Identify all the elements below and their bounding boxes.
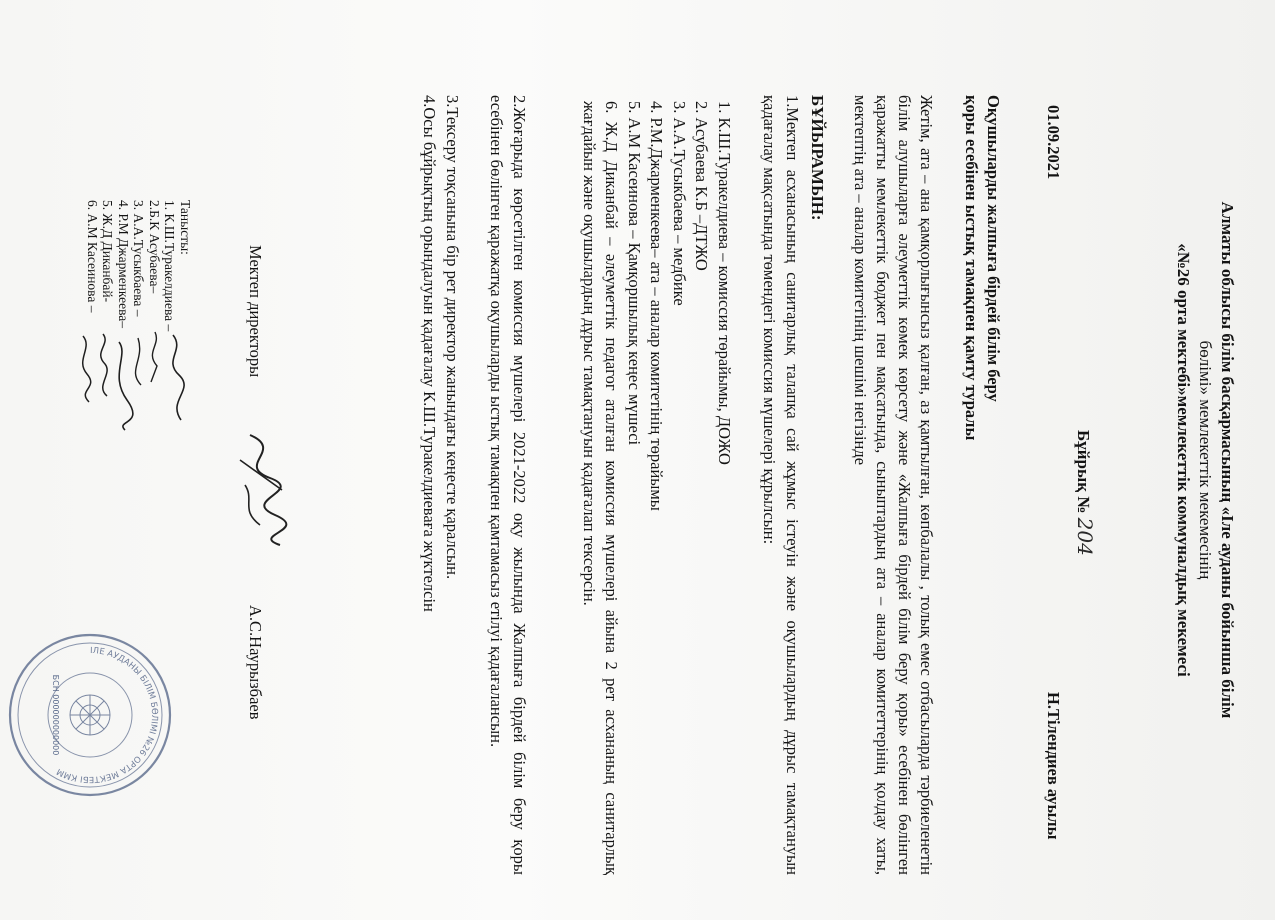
acquainted-name: 2.Б.К Асубаева– [147,200,162,294]
commission-list [578,95,736,875]
order-item-1: 1.Мектеп асханасының санитарлық талапқа сай жұмыс істеуін және оқушылардың дұрыс тамақтануын қадағалау мақсатында төмендегі комиссия мүшелері құрылсын: [760,95,802,875]
order-date: 01.09.2021 [1044,105,1063,180]
director-title: Мектеп директоры [246,245,265,378]
acquainted-block [85,200,194,331]
commission-member: 4. Р.М.Джарменкеева– ата – аналар комитетінің төрайымы [647,101,667,511]
commission-member: 6. Ж.Д Диканбай – әлеуметтік педагог аталған комиссия мүшелері айына 2 рет асхананың санитарлық жағдайын және оқушылардың дұрыс тамақтануын қадағалап тексерсін. [580,101,622,875]
order-item-2: 2.Жоғарыда көрсетілген комиссия мүшелері 2021-2022 оқу жылында Жалпыға бірдей білім беру қоры есебінен бөлінген қаражатқа оқушыларды ыстық тамақпен қамтамасыз етілуі қадағалансын. [487,95,529,875]
commission-member: 3. А.А.Тусыкбаева – медбике [670,101,689,306]
order-item-3: 3.Тексеру тоқсанына бір рет директор жанындағы кеңесте қаралсын. [443,95,462,580]
order-number-handwritten: 204 [1073,517,1097,556]
order-label-text: Бұйрық № [1074,430,1093,514]
commission-member: 5. А.М Касеинова – Қамқоршылық кеңес мүшесі [625,101,644,446]
order-place: Н.Тілендиев ауылы [1044,692,1063,840]
director-signature [230,430,290,550]
header-line-2: бөлімі» мемлекеттік мекемесінің [1196,340,1215,580]
order-label [1073,430,1097,556]
stamp-emblem-icon [70,695,110,735]
commission-member: 1. К.Ш.Туракелдиева – комиссия төрайымы, ДОЖО [715,101,734,465]
header-line-1: Алматы облысы білім басқармасының «Іле ауданы бойынша білім [1218,201,1237,719]
director-name: А.С.Наурызбаев [246,605,265,720]
acquainted-name: 6. А.М Касеинова – [85,200,100,313]
stamp-bin: БСН 000000000000 [51,674,60,756]
acquainted-title: Танысты: [178,200,193,255]
acquainted-name: 1. К.Ш.Туракелдиева – [162,200,178,332]
acquainted-name: 3. А.А.Тусыкбаева – [131,200,147,317]
acquainted-name: 4. Р.М Джарменкеева– [116,200,131,329]
official-stamp [5,630,175,800]
acquainted-name: 5. Ж.Д Диканбай- [100,200,116,303]
subject-line-2: қоры есебінен ыстық тамақпен қамту туралы [962,95,981,441]
acquainted-signatures [65,330,185,440]
stamp-ring-text: ІЛЕ АУДАНЫ БІЛІМ БӨЛІМІ №26 ОРТА МЕКТЕБІ КММ [55,645,160,785]
orders-heading: БҰЙЫРАМЫН: [808,95,827,221]
order-item-4: 4.Осы бұйрықтың орындалуын қадағалау К.Ш.Туракелдиеваға жүктелсін [420,95,439,612]
subject-line-1: Оқушыларды жалпыға бірдей білім беру [984,95,1003,402]
commission-member: 2. Асубаева К.Б –ДТЖО [692,101,712,271]
header-line-3: «№26 орта мектебі»мемлекеттік коммуналдық мекемесі [1174,243,1193,677]
preamble-paragraph: Жетім, ата – ана қамқорлығынсыз қалған, аз қамтылған, көпбалалы , толық емес отбасыларда тәрбиеленетін білім алушыларға әлеуметтік көмек көрсету және «Жалпыға бірдей білім беру қоры» есебінен бөлінген қаражатты мемлекеттік бюджет пен мақсатында, сыныптардың ата – аналар комитеттерінің қолдау хаты, мектептің ата – аналар комитетінің шешімі негізінде [851,95,936,875]
